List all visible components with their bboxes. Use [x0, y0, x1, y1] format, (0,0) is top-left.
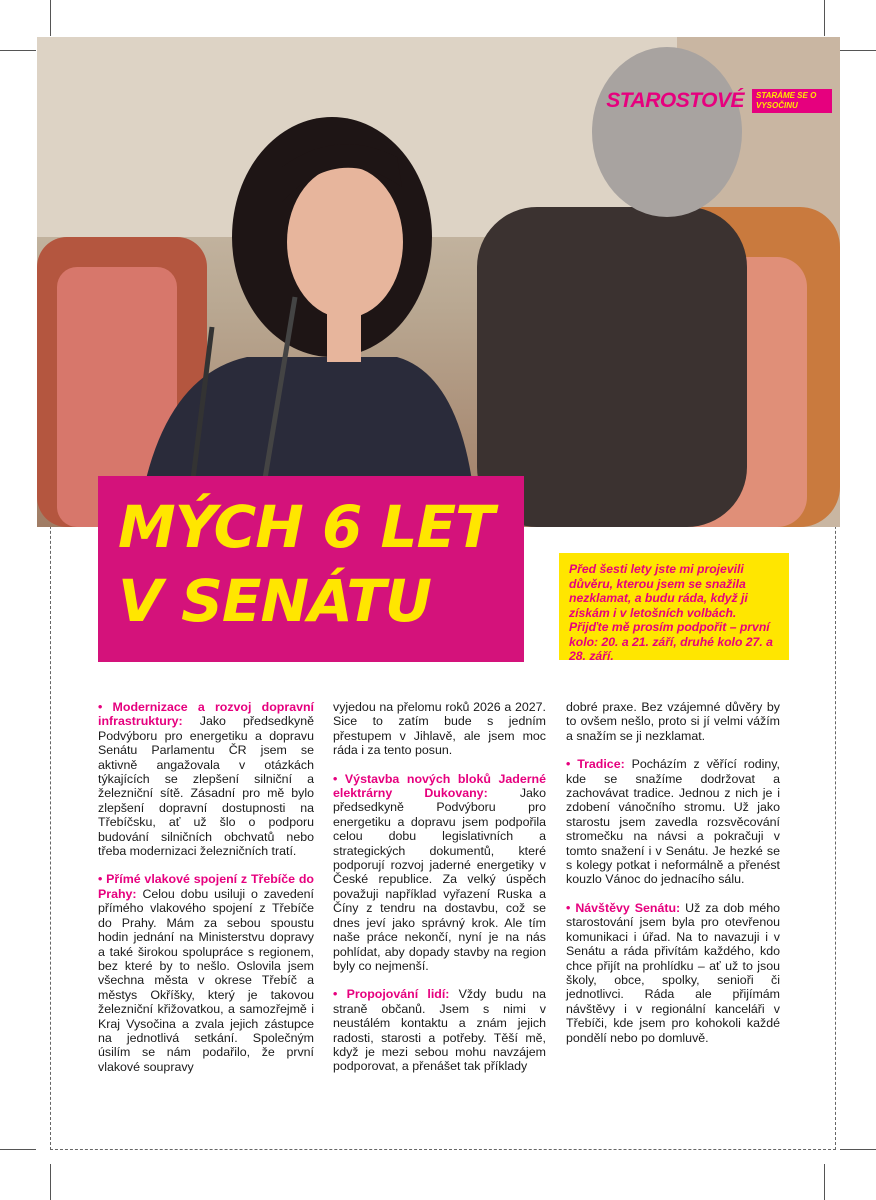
paragraph-heading: • Návštěvy Senátu: [566, 900, 681, 915]
paragraph-text: Vždy budu na straně občanů. Jsem s nimi v neustálém kontaktu a znám jejich radosti, starosti a potřeby. Těší mě, když je mezi sebou mohu navzájem podporovat, a přenášet tak příklady [333, 987, 546, 1074]
paragraph-heading: • Výstavba nových bloků Jaderné elektrárny Dukovany: [333, 771, 546, 801]
crop-mark [840, 1149, 876, 1150]
crop-mark [0, 1149, 36, 1150]
crop-mark [824, 1164, 825, 1200]
intro-callout: Před šesti lety jste mi projevili důvěru, kterou jsem se snažila nezklamat, a budu ráda, když ji získám i v letošních volbách. Přijďte mě prosím podpořit – první kolo: 20. a 21. září, druhé kolo 27. a 28. září. [559, 553, 789, 660]
text-column-1 [98, 700, 314, 1088]
headline-box [98, 476, 524, 662]
headline-line-1: MÝCH 6 LET [118, 493, 494, 561]
headline-line-2: V SENÁTU [118, 567, 432, 635]
paragraph-text: Celou dobu usiluji o zavedení přímého vlakového spojení z Třebíče do Prahy. Mám za sebou spoustu hodin jednání na Ministerstvu dopravy a také širokou spolupráce s regionem, bez které by to nešlo. Oslovila jsem všechna města v okrese Třebíč a městys Okříšky, který je takovou železniční křižovatkou, a samozřejmě i Kraj Vysočina a zvala jejich zástupce na jednotlivá setkání. Společným úsilím se nám podařilo, že první vlakové soupravy [98, 886, 314, 1074]
paragraph-text: Pocházím z věřící rodiny, kde se snažíme dodržovat a zachovávat tradice. Jednou z nich je i zdobení vánočního stromu. Už jako starostu jsem zavedla rozsvěcování stromečku na návsi a pokračuji v tomto snažení i v Senátu. Je hezké se s kolegy potkat i neformálně a přenést kouzlo Vánoc do jednacího sálu. [566, 757, 780, 887]
paragraph [566, 901, 780, 1045]
paragraph-heading: • Modernizace a rozvoj dopravní infrastruktury: [98, 700, 314, 729]
paragraph [98, 700, 314, 858]
paragraph [333, 700, 546, 758]
paragraph [566, 757, 780, 887]
brand-logo [606, 89, 832, 113]
text-column-3 [566, 700, 780, 1059]
paragraph-text: vyjedou na přelomu roků 2026 a 2027. Sice to zatím bude s jedním přestupem v Jihlavě, ale jsem moc ráda i za tento posun. [333, 700, 546, 758]
hero-photo [37, 37, 840, 527]
text-column-2 [333, 700, 546, 1088]
paragraph-text: Jako předsedkyně Podvýboru pro energetiku a dopravu Senátu Parlamentu ČR jsem se aktivně angažovala v otázkách týkajících se zlepšení silniční a železniční sítě. Zásadní pro mě bylo zlepšení dopravní dostupnosti na Třebíčsku, ať už šlo o podporu budování silničních obchvatů nebo třeba modernizaci železničních tratí. [98, 714, 314, 859]
paragraph-heading: • Propojování lidí: [333, 987, 450, 1002]
paragraph [98, 872, 314, 1074]
paragraph-text: Jako předsedkyně Podvýboru pro energetiku a dopravu jsem podpořila celou dobu legislativních a strategických dokumentů, které podporují rozvoj jaderné energetiky v České republice. Za velký úspěch považuji například vyřazení Ruska a Číny z tendru na dostavbu, což se dnes jeví jako správný krok. Ale tím naše práce nekončí, nyní je na nás pohlídat, aby dopady stavby na region byly co nejmenší. [333, 786, 546, 973]
paragraph-text: Už za dob mého starostování jsem byla pro otevřenou komunikaci i úřad. Na to navazuji i v Senátu a ráda přivítám každého, kdo chce přijít na prohlídku – ať už to jsou školy, obce, spolky, senioři či jednotlivci. Ráda ale přijímám návštěvy i v regionální kanceláři v Třebíči, kde jsem pro kohokoli každé pondělí nebo po domluvě. [566, 900, 780, 1045]
crop-mark [824, 0, 825, 36]
paragraph-heading: • Přímé vlakové spojení z Třebíče do Prahy: [98, 872, 314, 901]
crop-mark [840, 50, 876, 51]
paragraph-text: dobré praxe. Bez vzájemné důvěry by to ovšem nešlo, proto si jí velmi vážím a snažím se ji nezklamat. [566, 700, 780, 743]
paragraph [333, 772, 546, 974]
crop-mark [50, 0, 51, 36]
brand-tagline: STARÁME SE O VYSOČINU [752, 89, 832, 113]
paragraph [566, 700, 780, 743]
crop-mark [50, 1164, 51, 1200]
paragraph [333, 987, 546, 1073]
paragraph-heading: • Tradice: [566, 757, 625, 772]
crop-mark [0, 50, 36, 51]
headline [118, 490, 494, 638]
brand-name: STAROSTOVÉ [606, 89, 744, 112]
